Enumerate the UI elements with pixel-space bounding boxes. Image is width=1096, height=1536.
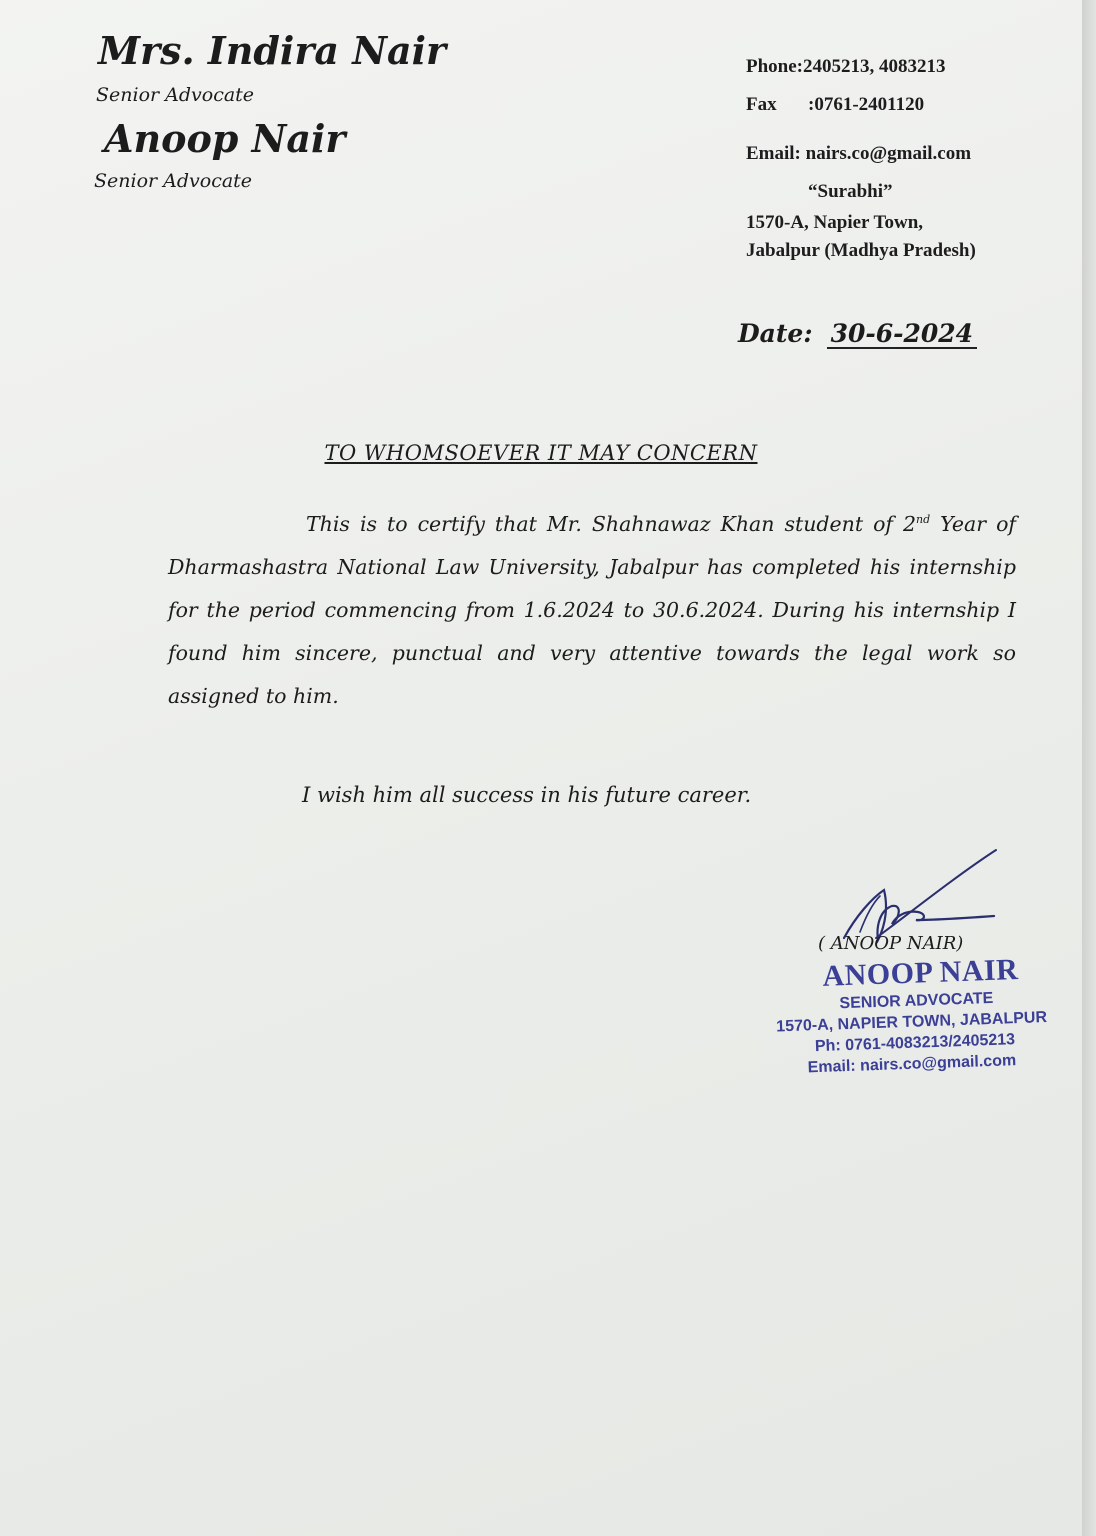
stamp-line-title: SENIOR ADVOCATE — [839, 989, 994, 1013]
stamp-line-email: Email: nairs.co@gmail.com — [807, 1052, 1017, 1077]
contact-phone: Phone:2405213, 4083213 — [746, 56, 946, 77]
advocate-stamp — [760, 951, 1084, 1080]
body-part-2: Year of Dharmashastra National Law University, Jabalpur has completed his internship for the period commencing from 1.6.2024 to 30.6.2024. During his internship I found him sincere, punctual and very attentive towards the legal work so assigned to him. — [168, 511, 1016, 708]
contact-email: Email: nairs.co@gmail.com — [746, 143, 972, 164]
letter-heading: TO WHOMSOEVER IT MAY CONCERN — [324, 441, 758, 465]
fax-label: Fax — [746, 94, 777, 115]
date-label: Date: — [738, 319, 813, 348]
date-value: 30-6-2024 — [827, 321, 978, 349]
contact-address-line-2: Jabalpur (Madhya Pradesh) — [746, 240, 976, 261]
closing-wish: I wish him all success in his future career. — [302, 783, 752, 807]
letterhead-title-1: Senior Advocate — [96, 84, 255, 106]
body-part-1: This is to certify that Mr. Shahnawaz Khan student of 2 — [306, 511, 917, 536]
letterhead-name-1: Mrs. Indira Nair — [98, 28, 447, 73]
stamp-name: ANOOP NAIR — [821, 953, 1019, 993]
stamp-line-address: 1570-A, NAPIER TOWN, JABALPUR — [775, 1009, 1048, 1036]
fax-value: :0761-2401120 — [808, 94, 925, 115]
contact-address-line-1: 1570-A, Napier Town, — [746, 212, 924, 233]
letterhead-title-2: Senior Advocate — [94, 170, 253, 192]
letterhead-name-2: Anoop Nair — [104, 116, 346, 161]
body-superscript: nd — [916, 513, 931, 526]
page-edge-shadow — [1082, 0, 1096, 1536]
letter-body — [168, 498, 1016, 718]
stamp-line-phone: Ph: 0761-4083213/2405213 — [814, 1031, 1016, 1056]
contact-fax — [746, 94, 924, 116]
date-row — [738, 319, 977, 349]
contact-house-name: “Surabhi” — [808, 181, 893, 202]
signatory-name: ( ANOOP NAIR) — [818, 933, 964, 954]
